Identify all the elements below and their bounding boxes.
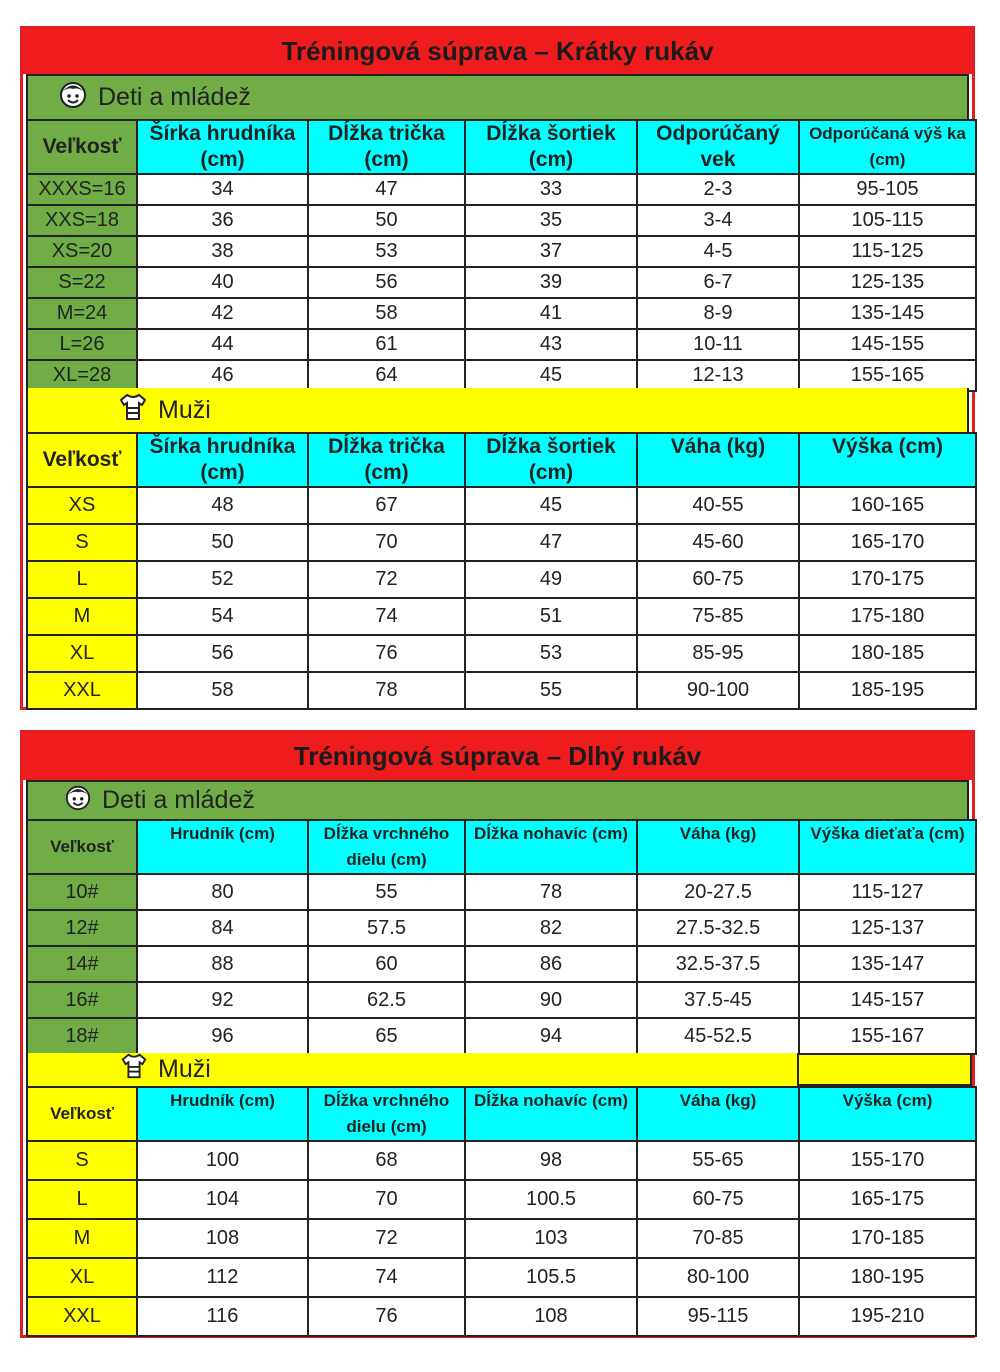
table-cell: 61	[308, 329, 465, 360]
column-header: Dĺžka trička (cm)	[308, 433, 465, 487]
table-cell: 185-195	[799, 672, 976, 709]
table-cell: 55	[465, 672, 637, 709]
table-cell: 76	[308, 635, 465, 672]
table-cell: 98	[465, 1141, 637, 1180]
table-cell: 70	[308, 524, 465, 561]
table-row	[27, 524, 976, 561]
size-column-header: Veľkosť	[27, 433, 137, 487]
table-cell: 76	[308, 1297, 465, 1336]
table-row	[27, 1219, 976, 1258]
table-cell: 48	[137, 487, 308, 524]
table-cell: 96	[137, 1018, 308, 1054]
table-cell: 27.5-32.5	[637, 910, 799, 946]
table-cell: 60	[308, 946, 465, 982]
child-face-icon	[64, 783, 92, 818]
long-kids-section-header	[26, 780, 969, 819]
table-cell: 195-210	[799, 1297, 976, 1336]
table-cell: 155-170	[799, 1141, 976, 1180]
table-cell: 108	[465, 1297, 637, 1336]
table-cell: 108	[137, 1219, 308, 1258]
table-cell: 33	[465, 174, 637, 205]
table-cell: 80-100	[637, 1258, 799, 1297]
column-header: Dĺžka vrchného dielu (cm)	[308, 820, 465, 874]
table-cell: 39	[465, 267, 637, 298]
long-men-section-header	[26, 1053, 804, 1086]
table-cell: 95-115	[637, 1297, 799, 1336]
long-sleeve-title: Tréningová súprava – Dlhý rukáv	[23, 733, 972, 780]
size-cell: 14#	[27, 946, 137, 982]
table-cell: 90	[465, 982, 637, 1018]
table-row	[27, 1297, 976, 1336]
table-cell: 115-125	[799, 236, 976, 267]
table-cell: 155-165	[799, 360, 976, 391]
size-cell: XXL	[27, 672, 137, 709]
table-cell: 55-65	[637, 1141, 799, 1180]
column-header: Výška dieťaťa (cm)	[799, 820, 976, 874]
size-cell: XXS=18	[27, 205, 137, 236]
table-cell: 92	[137, 982, 308, 1018]
table-cell: 49	[465, 561, 637, 598]
table-row	[27, 874, 976, 910]
column-header: Šírka hrudníka (cm)	[137, 433, 308, 487]
table-cell: 37	[465, 236, 637, 267]
table-row	[27, 267, 976, 298]
short-kids-section-header	[26, 74, 969, 119]
header-row	[27, 433, 976, 487]
table-cell: 65	[308, 1018, 465, 1054]
table-cell: 165-175	[799, 1180, 976, 1219]
table-cell: 94	[465, 1018, 637, 1054]
table-cell: 103	[465, 1219, 637, 1258]
table-cell: 170-175	[799, 561, 976, 598]
column-header: Váha (kg)	[637, 1087, 799, 1141]
column-header: Dĺžka trička (cm)	[308, 120, 465, 174]
size-cell: S	[27, 1141, 137, 1180]
table-cell: 45	[465, 360, 637, 391]
table-cell: 100.5	[465, 1180, 637, 1219]
size-cell: XXL	[27, 1297, 137, 1336]
table-cell: 85-95	[637, 635, 799, 672]
column-header: Váha (kg)	[637, 433, 799, 487]
shirt-icon	[118, 392, 148, 429]
size-cell: 12#	[27, 910, 137, 946]
table-cell: 78	[308, 672, 465, 709]
table-cell: 8-9	[637, 298, 799, 329]
table-row	[27, 982, 976, 1018]
table-cell: 125-137	[799, 910, 976, 946]
size-cell: M	[27, 1219, 137, 1258]
table-cell: 170-185	[799, 1219, 976, 1258]
table-cell: 74	[308, 1258, 465, 1297]
long-men-table	[26, 1086, 977, 1337]
size-cell: S=22	[27, 267, 137, 298]
column-header: Dĺžka šortiek (cm)	[465, 120, 637, 174]
short-kids-section-label: Deti a mládež	[98, 83, 251, 111]
table-cell: 38	[137, 236, 308, 267]
short-men-section-header	[26, 388, 969, 432]
table-cell: 45-52.5	[637, 1018, 799, 1054]
table-cell: 80	[137, 874, 308, 910]
column-header: Šírka hrudníka (cm)	[137, 120, 308, 174]
table-cell: 32.5-37.5	[637, 946, 799, 982]
long-kids-table	[26, 819, 977, 1055]
table-row	[27, 174, 976, 205]
table-cell: 2-3	[637, 174, 799, 205]
table-cell: 105-115	[799, 205, 976, 236]
table-cell: 35	[465, 205, 637, 236]
size-cell: XL	[27, 635, 137, 672]
column-header: Odporúčaný vek	[637, 120, 799, 174]
table-cell: 115-127	[799, 874, 976, 910]
table-cell: 40	[137, 267, 308, 298]
table-cell: 47	[465, 524, 637, 561]
table-row	[27, 1180, 976, 1219]
table-cell: 56	[308, 267, 465, 298]
table-cell: 34	[137, 174, 308, 205]
table-cell: 75-85	[637, 598, 799, 635]
table-cell: 45	[465, 487, 637, 524]
table-cell: 37.5-45	[637, 982, 799, 1018]
table-cell: 70	[308, 1180, 465, 1219]
table-cell: 160-165	[799, 487, 976, 524]
size-cell: M=24	[27, 298, 137, 329]
short-men-table	[26, 432, 977, 710]
table-cell: 53	[465, 635, 637, 672]
table-cell: 6-7	[637, 267, 799, 298]
table-cell: 116	[137, 1297, 308, 1336]
table-cell: 58	[137, 672, 308, 709]
table-cell: 40-55	[637, 487, 799, 524]
column-header: Dĺžka nohavíc (cm)	[465, 1087, 637, 1141]
size-column-header: Veľkosť	[27, 820, 137, 874]
table-row	[27, 1018, 976, 1054]
table-cell: 112	[137, 1258, 308, 1297]
size-cell: S	[27, 524, 137, 561]
table-cell: 62.5	[308, 982, 465, 1018]
table-cell: 50	[137, 524, 308, 561]
size-cell: L=26	[27, 329, 137, 360]
column-header: Výška (cm)	[799, 433, 976, 487]
short-men-section-label: Muži	[158, 395, 211, 424]
table-cell: 50	[308, 205, 465, 236]
column-header: Dĺžka vrchného dielu (cm)	[308, 1087, 465, 1141]
table-cell: 45-60	[637, 524, 799, 561]
table-cell: 104	[137, 1180, 308, 1219]
column-header: Hrudník (cm)	[137, 820, 308, 874]
table-cell: 175-180	[799, 598, 976, 635]
size-cell: 16#	[27, 982, 137, 1018]
table-cell: 180-195	[799, 1258, 976, 1297]
long-kids-section-label: Deti a mládež	[102, 786, 255, 814]
table-cell: 10-11	[637, 329, 799, 360]
table-cell: 57.5	[308, 910, 465, 946]
short-kids-table	[26, 119, 977, 392]
short-sleeve-title: Tréningová súprava – Krátky rukáv	[23, 29, 972, 74]
long-men-section-label: Muži	[158, 1055, 211, 1083]
table-row	[27, 205, 976, 236]
table-cell: 67	[308, 487, 465, 524]
table-cell: 46	[137, 360, 308, 391]
size-cell: L	[27, 1180, 137, 1219]
table-cell: 72	[308, 561, 465, 598]
table-cell: 70-85	[637, 1219, 799, 1258]
column-header: Dĺžka šortiek (cm)	[465, 433, 637, 487]
table-cell: 95-105	[799, 174, 976, 205]
column-header: Výška (cm)	[799, 1087, 976, 1141]
table-cell: 90-100	[637, 672, 799, 709]
table-cell: 78	[465, 874, 637, 910]
table-cell: 56	[137, 635, 308, 672]
table-cell: 125-135	[799, 267, 976, 298]
table-cell: 55	[308, 874, 465, 910]
size-column-header: Veľkosť	[27, 120, 137, 174]
table-cell: 84	[137, 910, 308, 946]
table-cell: 68	[308, 1141, 465, 1180]
size-cell: XL	[27, 1258, 137, 1297]
table-row	[27, 672, 976, 709]
table-cell: 44	[137, 329, 308, 360]
table-cell: 4-5	[637, 236, 799, 267]
table-row	[27, 236, 976, 267]
table-cell: 82	[465, 910, 637, 946]
header-row	[27, 1087, 976, 1141]
table-cell: 41	[465, 298, 637, 329]
shirt-icon	[120, 1052, 148, 1087]
table-cell: 74	[308, 598, 465, 635]
header-row	[27, 120, 976, 174]
table-row	[27, 561, 976, 598]
column-header: Váha (kg)	[637, 820, 799, 874]
header-row	[27, 820, 976, 874]
size-cell: 10#	[27, 874, 137, 910]
table-cell: 20-27.5	[637, 874, 799, 910]
table-cell: 105.5	[465, 1258, 637, 1297]
size-cell: XXXS=16	[27, 174, 137, 205]
table-cell: 53	[308, 236, 465, 267]
table-cell: 135-145	[799, 298, 976, 329]
size-cell: XL=28	[27, 360, 137, 391]
table-row	[27, 329, 976, 360]
table-row	[27, 360, 976, 391]
table-cell: 86	[465, 946, 637, 982]
size-cell: L	[27, 561, 137, 598]
table-cell: 43	[465, 329, 637, 360]
table-cell: 3-4	[637, 205, 799, 236]
table-cell: 12-13	[637, 360, 799, 391]
short-sleeve-chart	[20, 26, 975, 710]
column-header: Odporúčaná výš ka (cm)	[799, 120, 976, 174]
size-column-header: Veľkosť	[27, 1087, 137, 1141]
table-cell: 145-157	[799, 982, 976, 1018]
size-cell: M	[27, 598, 137, 635]
table-cell: 72	[308, 1219, 465, 1258]
table-row	[27, 635, 976, 672]
table-cell: 180-185	[799, 635, 976, 672]
table-row	[27, 946, 976, 982]
table-cell: 42	[137, 298, 308, 329]
table-cell: 135-147	[799, 946, 976, 982]
table-row	[27, 1258, 976, 1297]
table-cell: 58	[308, 298, 465, 329]
table-cell: 60-75	[637, 561, 799, 598]
size-cell: XS	[27, 487, 137, 524]
table-row	[27, 1141, 976, 1180]
child-face-icon	[58, 79, 88, 116]
table-cell: 88	[137, 946, 308, 982]
table-cell: 100	[137, 1141, 308, 1180]
table-row	[27, 487, 976, 524]
table-cell: 60-75	[637, 1180, 799, 1219]
size-cell: XS=20	[27, 236, 137, 267]
table-cell: 47	[308, 174, 465, 205]
long-men-section-spacer	[797, 1053, 972, 1086]
table-cell: 145-155	[799, 329, 976, 360]
long-sleeve-chart	[20, 730, 975, 1338]
table-cell: 64	[308, 360, 465, 391]
table-cell: 36	[137, 205, 308, 236]
table-cell: 165-170	[799, 524, 976, 561]
table-row	[27, 910, 976, 946]
table-cell: 51	[465, 598, 637, 635]
table-row	[27, 598, 976, 635]
table-cell: 52	[137, 561, 308, 598]
table-row	[27, 298, 976, 329]
column-header: Dĺžka nohavíc (cm)	[465, 820, 637, 874]
table-cell: 54	[137, 598, 308, 635]
column-header: Hrudník (cm)	[137, 1087, 308, 1141]
size-cell: 18#	[27, 1018, 137, 1054]
table-cell: 155-167	[799, 1018, 976, 1054]
